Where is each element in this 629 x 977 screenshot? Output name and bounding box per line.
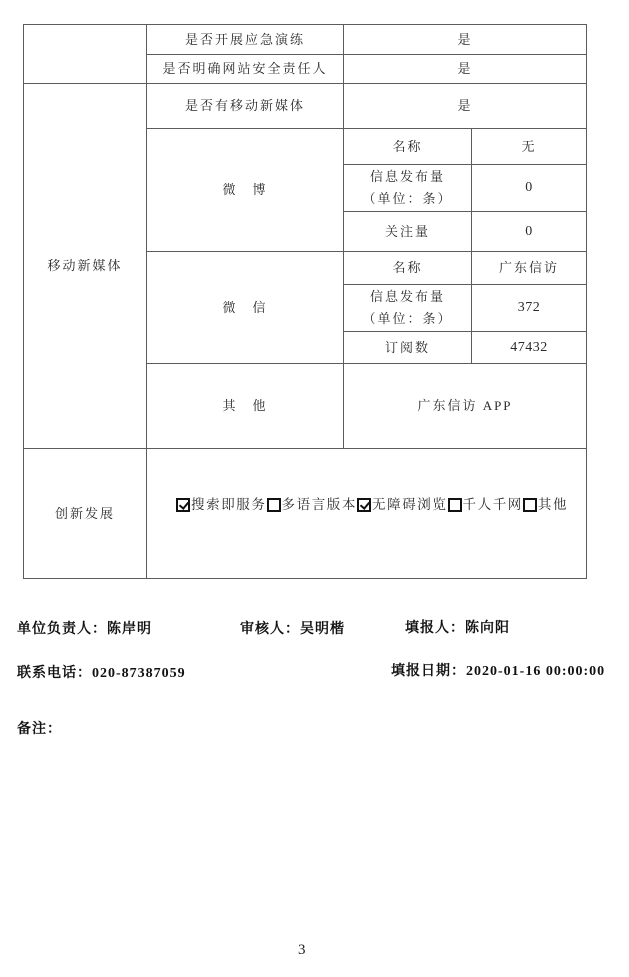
reviewer-label: 审核人： [240,622,300,637]
weibo-posts-value: 0 [471,164,587,212]
reviewer-field [240,620,345,640]
phone-field [17,664,186,684]
innovation-label: 创新发展 [23,448,147,579]
other-media-value: 广东信访 APP [343,363,587,449]
weixin-subscribers-value: 47432 [471,331,587,364]
weixin-name-value: 广东信访 [471,251,587,285]
checkbox-icon[interactable] [267,498,281,512]
checkbox-icon[interactable] [448,498,462,512]
emergency-drill-value: 是 [343,24,587,55]
option-label: 无障碍浏览 [372,497,448,512]
security-group-cell [23,24,147,84]
weibo-followers-value: 0 [471,211,587,252]
weixin-subscribers-label: 订阅数 [343,331,472,364]
option-multilingual[interactable] [267,494,358,516]
option-label: 千人千网 [462,497,523,512]
checkbox-icon[interactable] [357,498,371,512]
weibo-posts-label-line2: （单位：条） [362,191,453,206]
mobile-media-group-label: 移动新媒体 [23,83,147,449]
weibo-followers-label: 关注量 [343,211,472,252]
filler-field [405,619,510,639]
security-owner-value: 是 [343,54,587,84]
security-owner-label: 是否明确网站安全责任人 [146,54,344,84]
weibo-posts-label-line1: 信息发布量 [369,169,445,184]
other-media-label: 其 他 [146,363,344,449]
option-accessibility[interactable] [357,494,448,516]
has-mobile-media-label: 是否有移动新媒体 [146,83,344,129]
weixin-label: 微 信 [146,251,344,364]
phone-value: 020-87387059 [92,666,186,681]
weibo-name-label: 名称 [343,128,472,165]
remarks-label: 备注： [17,722,62,737]
option-personalized[interactable] [448,494,523,516]
option-label: 搜索即服务 [191,497,267,512]
emergency-drill-label: 是否开展应急演练 [146,24,344,55]
weixin-posts-label [343,284,472,332]
fill-date-value: 2020-01-16 00:00:00 [466,664,606,679]
weibo-label: 微 博 [146,128,344,252]
checkbox-icon[interactable] [523,498,537,512]
weixin-posts-value: 372 [471,284,587,332]
fill-date-label: 填报日期： [391,664,466,679]
fill-date-field [391,662,605,682]
reviewer-value: 吴明楷 [300,622,345,637]
weixin-posts-label-line2: （单位：条） [362,311,453,326]
filler-label: 填报人： [405,621,465,636]
option-other[interactable] [523,494,568,516]
weixin-posts-label-line1: 信息发布量 [369,289,445,304]
page-number: 3 [298,942,306,958]
option-label: 其他 [537,497,569,512]
weibo-posts-label [343,164,472,212]
innovation-options [146,448,587,579]
weixin-name-label: 名称 [343,251,472,285]
filler-value: 陈向阳 [465,621,510,636]
has-mobile-media-value: 是 [343,83,587,129]
option-label: 多语言版本 [281,497,357,512]
unit-head-label: 单位负责人： [17,622,107,637]
remarks-field [17,720,62,740]
unit-head-value: 陈岸明 [107,622,152,637]
unit-head-field [17,620,152,640]
option-search-as-service[interactable] [176,494,267,516]
checkbox-icon[interactable] [176,498,190,512]
phone-label: 联系电话： [17,666,92,681]
weibo-name-value: 无 [471,128,587,165]
